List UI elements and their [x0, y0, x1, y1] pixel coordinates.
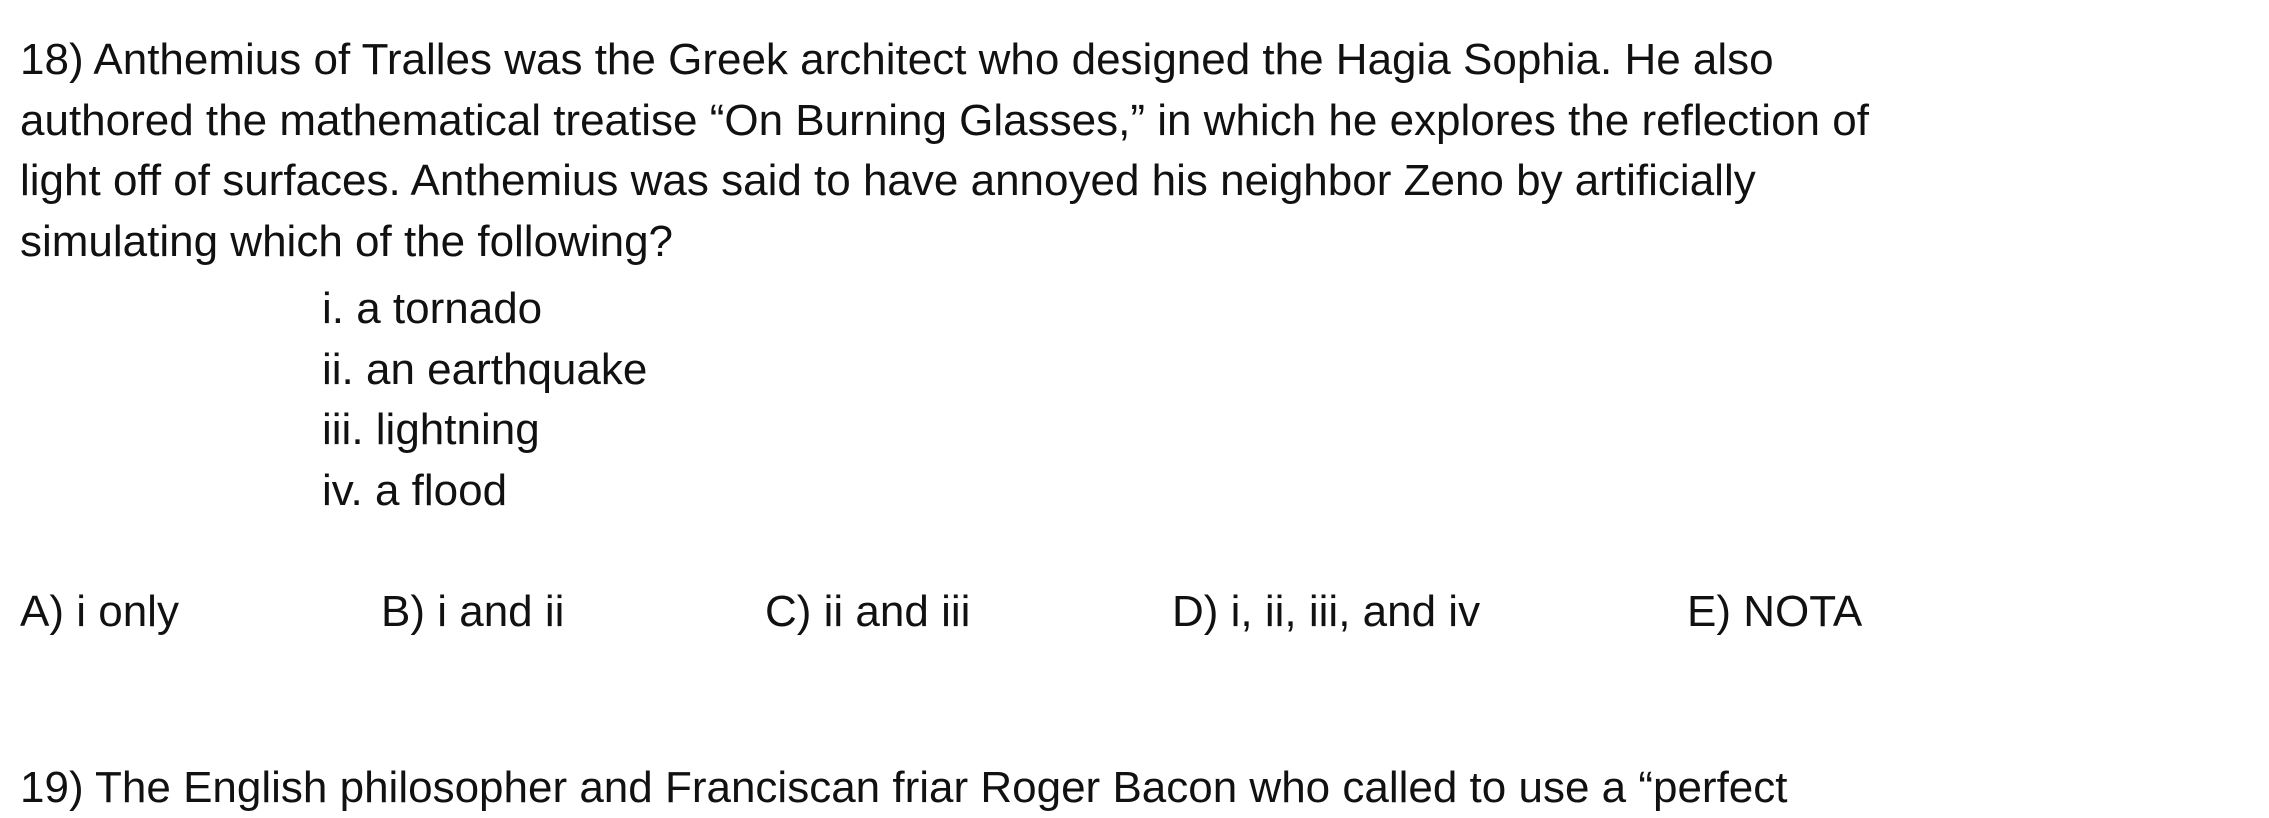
option-iii: iii. lightning — [322, 405, 540, 454]
option-ii: ii. an earthquake — [322, 344, 648, 394]
question-18-options — [322, 279, 647, 521]
question-19-partial-line: 19) The English philosopher and Franciscan friar Roger Bacon who called to use a “perfect — [20, 763, 1788, 812]
option-iv: iv. a flood — [322, 465, 508, 515]
option-i: i. a tornado — [322, 284, 543, 333]
answer-b: B) i and ii — [381, 587, 565, 636]
answer-d: D) i, ii, iii, and iv — [1172, 587, 1481, 636]
question-18-stem — [20, 30, 2020, 272]
answer-e: E) NOTA — [1687, 587, 1863, 636]
stem-line: authored the mathematical treatise “On Burning Glasses,” in which he explores the reflection of — [20, 95, 1869, 145]
stem-line: 18) Anthemius of Tralles was the Greek architect who designed the Hagia Sophia. He also — [20, 35, 1774, 84]
stem-line: light off of surfaces. Anthemius was said to have annoyed his neighbor Zeno by artificially — [20, 156, 1756, 205]
stem-line: simulating which of the following? — [20, 216, 674, 266]
answer-a: A) i only — [20, 587, 179, 636]
answer-c: C) ii and iii — [765, 587, 971, 636]
